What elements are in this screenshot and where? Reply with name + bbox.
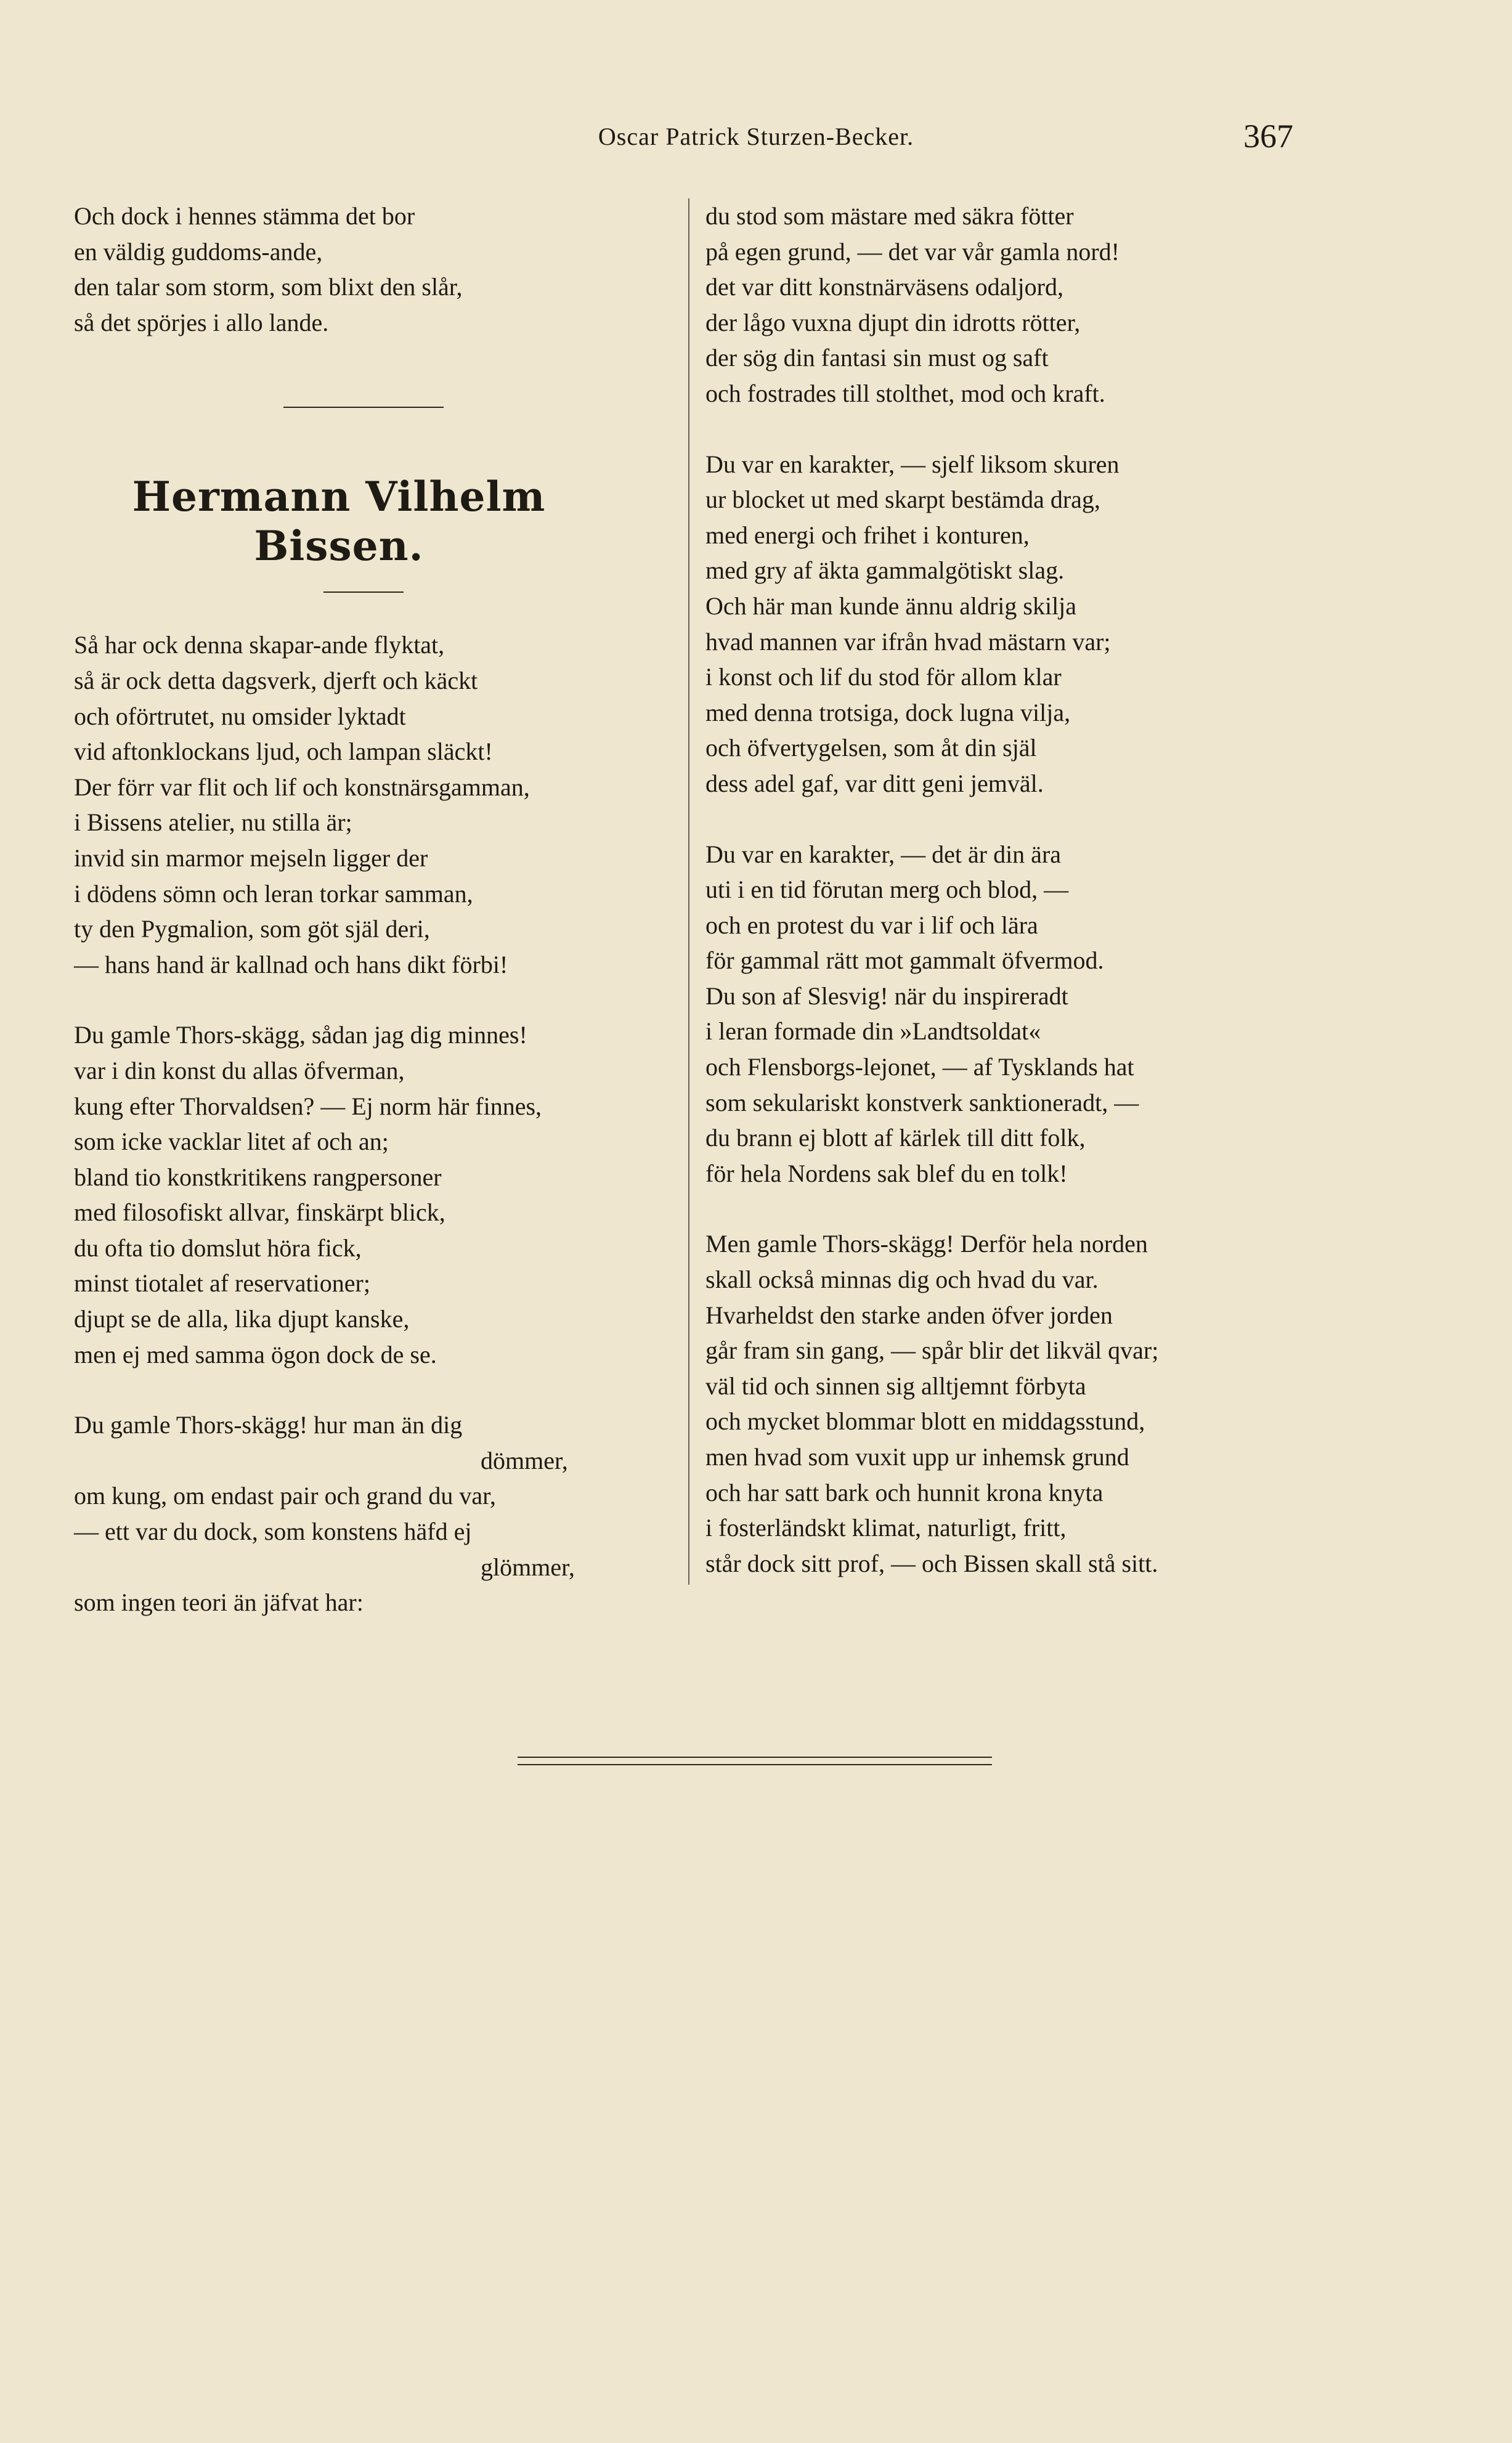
stanza [74,1407,678,1620]
verse-line: och fostrades till stolthet, mod och kraft. [705,379,1105,407]
verse-line: i dödens sömn och leran torkar samman, [74,879,473,908]
verse-line: djupt se de alla, lika djupt kanske, [74,1305,410,1333]
verse-line: hvad mannen var ifrån hvad mästarn var; [705,627,1111,656]
verse-line: med denna trotsiga, dock lugna vilja, [705,698,1071,726]
verse-line: kung efter Thorvaldsen? — Ej norm här finnes, [74,1092,542,1120]
verse-line: invid sin marmor mejseln ligger der [74,843,428,872]
verse-line: och oförtrutet, nu omsider lyktadt [74,702,406,730]
verse-line: för gammal rätt mot gammalt öfvermod. [705,946,1104,975]
verse-line: vid aftonklockans ljud, och lampan släckt! [74,738,493,766]
verse-line: i leran formade din »Landtsoldat« [705,1017,1041,1046]
verse-line: ur blocket ut med skarpt bestämda drag, [705,486,1100,514]
verse-line: Du var en karakter, — det är din ära [705,840,1062,868]
end-double-rule-top [518,1757,992,1758]
verse-line: väl tid och sinnen sig alltjemnt förbyta [705,1372,1086,1400]
verse-line: Der förr var flit och lif och konstnärsgamman, [74,773,530,801]
verse-line-continuation: dömmer, [481,1446,568,1474]
verse-line: som sekulariskt konstverk sanktioneradt, — [705,1088,1139,1116]
verse-line: det var ditt konstnärväsens odaljord, [705,273,1063,301]
verse-line-continuation: glömmer, [481,1553,575,1581]
verse-line: minst tiotalet af reservationer; [74,1269,370,1298]
verse-line: så är ock detta dagsverk, djerft och käckt [74,666,478,694]
right-column [705,198,1309,1581]
verse-line: går fram sin gang, — spår blir det likväl qvar; [705,1336,1159,1365]
opening-stanza [74,198,678,340]
section-separator-rule [283,407,444,408]
verse-line: med filosofiskt allvar, finskärpt blick, [74,1198,445,1227]
verse-line: i Bissens atelier, nu stilla är; [74,808,352,837]
verse-line: var i din konst du allas öfverman, [74,1056,405,1084]
verse-line: så det spörjes i allo lande. [74,308,329,336]
verse-line: uti i en tid förutan merg och blod, — [705,876,1069,904]
verse-line: i konst och lif du stod för allom klar [705,663,1062,691]
column-divider [688,198,689,1585]
verse-line: — ett var du dock, som konstens häfd ej [74,1518,472,1546]
verse-line: med energi och frihet i konturen, [705,521,1030,549]
verse-line: men hvad som vuxit upp ur inhemsk grund [705,1443,1129,1471]
verse-line: Hvarheldst den starke anden öfver jorden [705,1301,1113,1329]
left-column [74,198,678,1620]
verse-line: der lågo vuxna djupt din idrotts rötter, [705,308,1081,336]
verse-line: Du var en karakter, — sjelf liksom skuren [705,450,1120,478]
verse-line: för hela Nordens sak blef du en tolk! [705,1159,1068,1187]
stanza [705,837,1309,1192]
verse-line: der sög din fantasi sin must og saft [705,344,1049,372]
verse-line: Och här man kunde ännu aldrig skilja [705,591,1077,620]
stanza [705,447,1309,802]
verse-line: Så har ock denna skapar-ande flyktat, [74,631,445,659]
verse-line: Du gamle Thors-skägg! hur man än dig [74,1411,463,1439]
verse-line: Du son af Slesvig! när du inspireradt [705,982,1068,1010]
stanza [705,198,1309,412]
verse-line: du stod som mästare med säkra fötter [705,202,1074,230]
verse-line: du ofta tio domslut höra fick, [74,1234,362,1262]
verse-line: en väldig guddoms-ande, [74,237,323,266]
end-double-rule-bottom [518,1764,992,1765]
verse-line: ty den Pygmalion, som göt själ deri, [74,915,430,943]
stanza [74,1017,678,1372]
verse-line: med gry af äkta gammalgötiskt slag. [705,556,1065,585]
verse-line: den talar som storm, som blixt den slår, [74,273,463,301]
verse-line: på egen grund, — det var vår gamla nord! [705,237,1120,266]
verse-line: som ingen teori än jäfvat har: [74,1588,364,1617]
section-title: Hermann Vilhelm Bissen. [132,473,546,571]
verse-line: bland tio konstkritikens rangpersoner [74,1163,442,1191]
stanza [705,1226,1309,1581]
verse-line: och öfvertygelsen, som åt din själ [705,734,1037,762]
verse-line: dess adel gaf, var ditt geni jemväl. [705,769,1044,797]
verse-line: Och dock i hennes stämma det bor [74,202,415,230]
stanza [74,627,678,982]
verse-line: Men gamle Thors-skägg! Derför hela norden [705,1230,1148,1258]
verse-line: du brann ej blott af kärlek till ditt folk, [705,1124,1086,1152]
verse-line: men ej med samma ögon dock de se. [74,1340,437,1368]
running-head: Oscar Patrick Sturzen-Becker. [598,123,914,150]
verse-line: Du gamle Thors-skägg, sådan jag dig minnes! [74,1021,527,1049]
verse-line: i fosterländskt klimat, naturligt, fritt, [705,1514,1067,1542]
verse-line: och en protest du var i lif och lära [705,911,1038,939]
verse-line: om kung, om endast pair och grand du var, [74,1482,496,1510]
verse-line: och har satt bark och hunnit krona knyta [705,1478,1104,1506]
verse-line: skall också minnas dig och hvad du var. [705,1266,1099,1294]
verse-line: som icke vacklar litet af och an; [74,1128,389,1156]
page-header [0,117,1512,160]
title-underline-rule [323,591,404,593]
page-number: 367 [1243,118,1293,155]
verse-line: — hans hand är kallnad och hans dikt förbi! [74,950,508,978]
verse-line: och mycket blommar blott en middagsstund, [705,1407,1145,1436]
verse-line: står dock sitt prof, — och Bissen skall stå sitt. [705,1549,1158,1577]
verse-line: och Flensborgs-lejonet, — af Tysklands hat [705,1053,1134,1081]
